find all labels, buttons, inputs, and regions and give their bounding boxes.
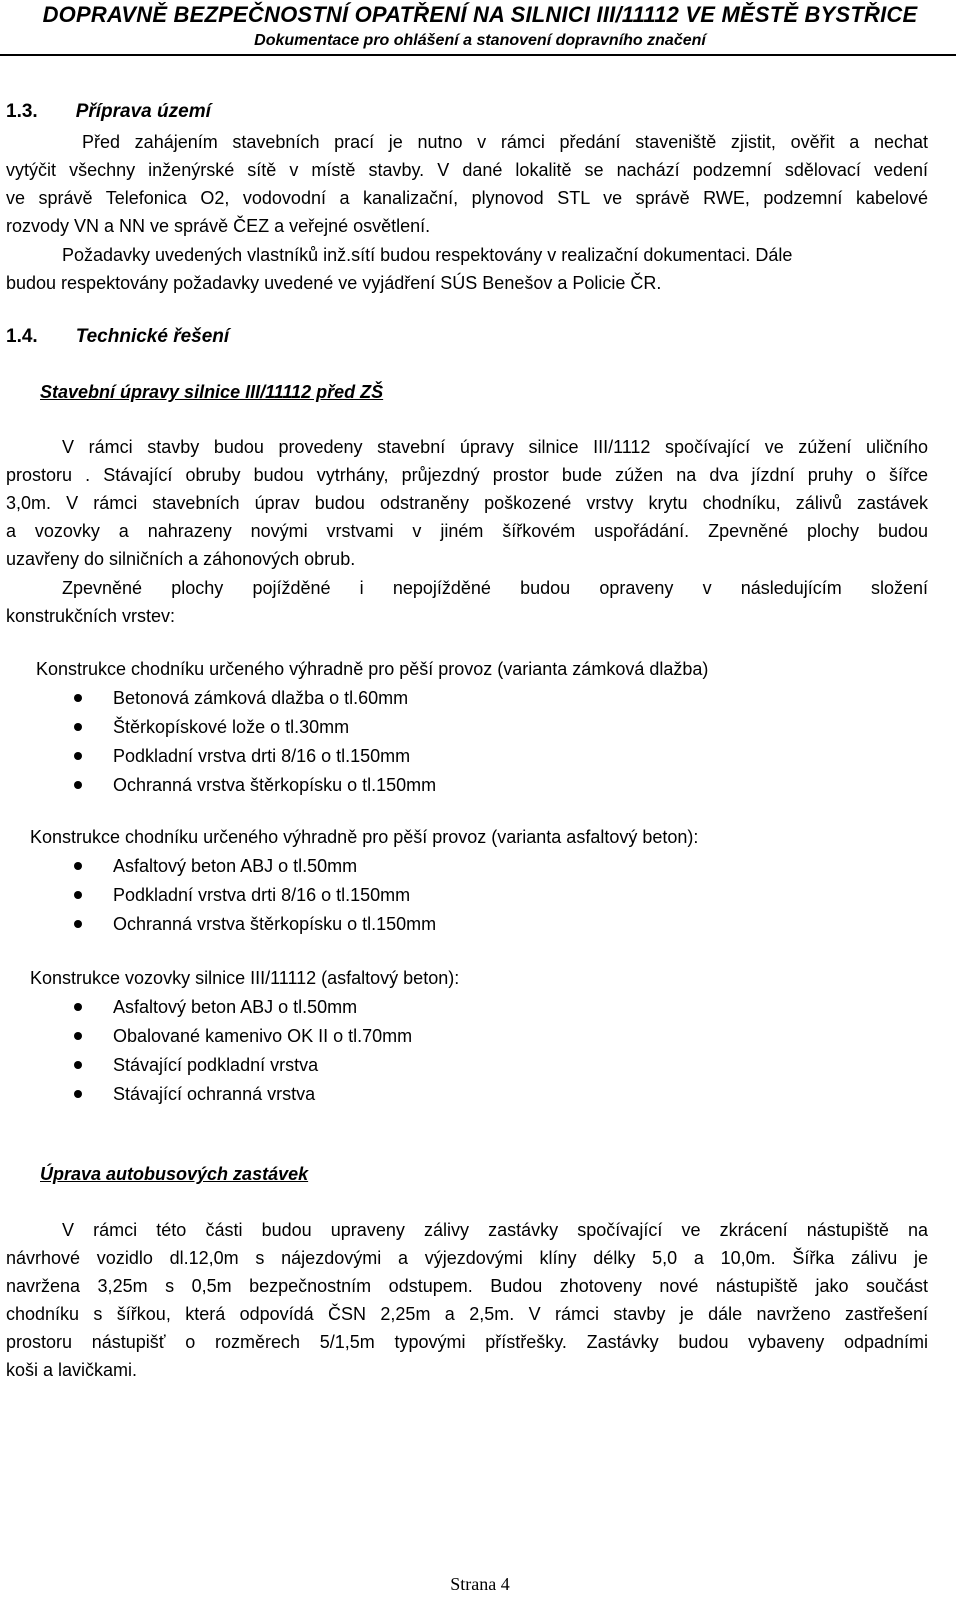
text-line: Před zahájením stavebních prací je nutno v rámci předání staveniště zjistit, ověřit a nechat [82, 132, 928, 152]
list-item: Stávající podkladní vrstva [0, 1051, 412, 1080]
bullet-icon [74, 862, 82, 870]
text-line: 3,0m. V rámci stavebních úprav budou odstraněny poškozené vrstvy krytu chodníku, zálivů zastávek [6, 493, 928, 513]
section-title: Příprava území [75, 101, 211, 122]
list-item: Podkladní vrstva drti 8/16 o tl.150mm [0, 742, 436, 771]
page-number: Strana 4 [450, 1574, 510, 1594]
list-item: Štěrkopískové lože o tl.30mm [0, 713, 436, 742]
bullet-icon [74, 1090, 82, 1098]
section-1-4-heading [6, 323, 229, 351]
bullet-icon [74, 694, 82, 702]
list-item: Podkladní vrstva drti 8/16 o tl.150mm [0, 881, 436, 910]
text-line: prostoru . Stávající obruby budou vytrhány, průjezdný prostor bude zúžen na dva jízdní pruhy o šířce [6, 465, 928, 485]
text-line: vytýčit všechny inženýrské sítě v místě stavby. V dané lokalitě se nachází podzemní sdělovací vedení [6, 160, 928, 180]
text-line: V rámci této části budou upraveny zálivy zastávky spočívající ve zkrácení nástupiště na [62, 1220, 928, 1240]
text-line: a vozovky a nahrazeny novými vrstvami v jiném šířkovém uspořádání. Zpevněné plochy budou [6, 521, 928, 541]
list-item: Asfaltový beton ABJ o tl.50mm [0, 993, 412, 1022]
text-line: rozvody VN a NN ve správě ČEZ a veřejné osvětlení. [6, 216, 431, 236]
text-line: konstrukčních vrstev: [6, 606, 176, 626]
list-item: Betonová zámková dlažba o tl.60mm [0, 684, 436, 713]
text-line: Požadavky uvedených vlastníků inž.sítí budou respektovány v realizační dokumentaci. Dále [62, 245, 793, 265]
list-item: Asfaltový beton ABJ o tl.50mm [0, 852, 436, 881]
header-rule [0, 54, 956, 56]
construction-list [0, 993, 412, 1109]
construction-title: Konstrukce chodníku určeného výhradně pro pěší provoz (varianta zámková dlažba) [36, 659, 709, 679]
bullet-icon [74, 781, 82, 789]
bullet-icon [74, 891, 82, 899]
bullet-icon [74, 1032, 82, 1040]
subheading-road: Stavební úpravy silnice III/11112 před ZŠ [40, 382, 384, 402]
text-line: budou respektovány požadavky uvedené ve vyjádření SÚS Benešov a Policie ČR. [6, 273, 662, 293]
subheading-bus-stops: Úprava autobusových zastávek [40, 1164, 309, 1184]
section-number: 1.3. [6, 101, 38, 122]
bullet-icon [74, 1003, 82, 1011]
section-1-3-heading [6, 98, 211, 126]
list-item: Ochranná vrstva štěrkopísku o tl.150mm [0, 910, 436, 939]
list-item: Ochranná vrstva štěrkopísku o tl.150mm [0, 771, 436, 800]
bullet-icon [74, 723, 82, 731]
text-line: koši a lavičkami. [6, 1360, 138, 1380]
section-number: 1.4. [6, 326, 38, 347]
list-item: Obalované kamenivo OK II o tl.70mm [0, 1022, 412, 1051]
list-item: Stávající ochranná vrstva [0, 1080, 412, 1109]
document-title: DOPRAVNĚ BEZPEČNOSTNÍ OPATŘENÍ NA SILNICI III/11112 VE MĚSTĚ BYSTŘICE [42, 2, 918, 27]
text-line: návrhové vozidlo dl.12,0m s nájezdovými a výjezdovými klíny délky 5,0 a 10,0m. Šířka zálivu je [6, 1248, 928, 1268]
text-line: navržena 3,25m s 0,5m bezpečnostním odstupem. Budou zhotoveny nové nástupiště jako součást [6, 1276, 928, 1296]
text-line: V rámci stavby budou provedeny stavební úpravy silnice III/1112 spočívající ve zúžení uličního [62, 437, 928, 457]
section-title: Technické řešení [75, 326, 230, 347]
bullet-icon [74, 752, 82, 760]
text-line: uzavřeny do silničních a záhonových obrub. [6, 549, 356, 569]
construction-title: Konstrukce chodníku určeného výhradně pro pěší provoz (varianta asfaltový beton): [30, 827, 699, 847]
construction-list [0, 852, 436, 939]
bullet-icon [74, 920, 82, 928]
construction-list [0, 684, 436, 800]
bullet-icon [74, 1061, 82, 1069]
construction-title: Konstrukce vozovky silnice III/11112 (asfaltový beton): [30, 968, 460, 988]
text-line: chodníku s šířkou, která odpovídá ČSN 2,25m a 2,5m. V rámci stavby je dále navrženo zastřešení [6, 1304, 928, 1324]
text-line: Zpevněné plochy pojížděné i nepojížděné budou opraveny v následujícím složení [62, 578, 928, 598]
text-line: prostoru nástupišť o rozměrech 5/1,5m typovými přístřešky. Zastávky budou vybaveny odpadními [6, 1332, 928, 1352]
document-subtitle: Dokumentace pro ohlášení a stanovení dopravního značení [254, 32, 706, 49]
text-line: ve správě Telefonica O2, vodovodní a kanalizační, plynovod STL ve správě RWE, podzemní kabelové [6, 188, 928, 208]
